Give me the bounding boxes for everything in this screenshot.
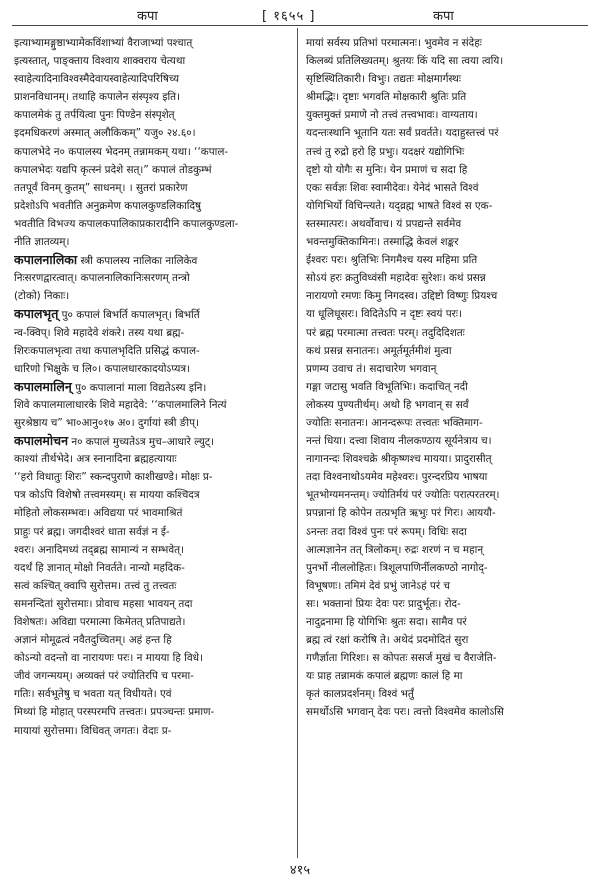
line-text: (टोको) निकाः।: [14, 290, 70, 303]
left-text-line: [14, 143, 294, 161]
line-text: न्व-क्विप्। शिवे महादेवे शंकरे। तस्य यथा ब्रह्म-: [14, 326, 185, 339]
left-text-line: [14, 504, 294, 522]
left-text-line: [14, 559, 294, 577]
left-text-line: [14, 179, 294, 197]
line-text: लोकस्य पुण्यतीर्थम्। अथो हि भगवान् स सर्वं: [306, 398, 469, 411]
right-text-line: [306, 233, 586, 251]
left-text-line: [14, 124, 294, 142]
right-text-line: [306, 396, 586, 414]
left-text-line: [14, 305, 294, 323]
left-text-line: [14, 396, 294, 414]
line-text: यदन्तःस्थानि भूतानि यतः सर्वं प्रवर्तते। यदाहुस्तत्त्वं परं: [306, 127, 499, 140]
line-text: कपालभेदः यद्यपि कृत्स्नं प्रदेशे सत्।” कपालं तोडकुम्भं: [14, 163, 212, 176]
line-text: कपालभेदे न० कपालस्य भेदनम् तन्नामकम् यथा। ‘‘कपाल-: [14, 145, 229, 158]
line-text: प्रदेशोऽपि भवतीति अनुक्रमेण कपालकुण्डलिकादिषु: [14, 199, 201, 212]
line-text: प्रपन्नानां हि कोपेन तत्प्रभृति ऋभुः परं गिरः। आययौ-: [306, 507, 496, 520]
line-text: या धूलिधूसरः। विदितेऽपि न दृष्टः स्वयं परः।: [306, 308, 462, 321]
line-text: न० कपालं मुच्यतेऽत्र मुच–आधारे ल्युट्।: [68, 436, 215, 449]
line-text: गणैर्ज्ञाता गिरिशः। स कोपतः ससर्ज मुखं च वैराजेति-: [306, 652, 497, 665]
line-text: निःसरणद्वारत्वात्। कपालनालिकानिःसरणम् तन्त्रो: [14, 272, 190, 285]
line-text: एकः सर्वज्ञः शिवः स्वामीदेवः। येनेदं भासते विश्वं: [306, 181, 479, 194]
left-text-line: [14, 577, 294, 595]
line-text: आत्मज्ञानेन तत् त्रिलोकम्। रुद्रः शरणं न च महान्: [306, 543, 484, 556]
line-text: मायां सर्वस्य प्रतिभां परमात्मनः। भुवमेव न संदेहः: [306, 37, 482, 49]
line-text: पुनर्भो नीललोहितः। त्रिशूलपाणिर्नीलकण्ठो नागोद्-: [306, 561, 488, 574]
line-text: नन्तं धिया। दत्त्वा शिवाय नीलकण्ठाय सूर्यनेत्राय च।: [306, 435, 492, 448]
line-text: धारिणो भिक्षुके च लि०। कपालधारकादयोऽप्यत्र।: [14, 362, 191, 375]
right-text-line: [306, 124, 586, 142]
left-text-line: [14, 667, 294, 685]
line-text: कोऽन्यो वदन्तो वा नारायणः परः। न मायया हि विधे।: [14, 652, 203, 665]
right-text-line: [306, 269, 586, 287]
right-text-line: [306, 360, 586, 378]
line-text: इदमधिकरणं अस्मात् अलौकिकम्” यजु० २४.६०।: [14, 127, 196, 140]
line-text: विशेषतः। अविद्या परमात्मा किमेतत् प्रतिपाद्यते।: [14, 616, 186, 628]
line-text: सृष्टिस्थितिकारी। विभुः। तद्यतः मोक्षमार्गस्थः: [306, 73, 462, 86]
column-divider: [297, 28, 298, 858]
left-text-line: [14, 378, 294, 396]
left-text-line: [14, 197, 294, 215]
left-text-line: [14, 486, 294, 504]
line-text: गङ्गा जटासु भवति विभूतिभिः। कदाचित् नदी: [306, 380, 468, 393]
page-header: [0, 4, 600, 26]
line-text: यः प्राह तन्नामकं कपालं ब्रह्मणः कालं हि मा: [306, 670, 463, 683]
line-text: श्वरः। अनादिमध्यं तद्ब्रह्म सामान्यं न सम्भवेत्।: [14, 543, 185, 556]
left-text-line: [14, 269, 294, 287]
line-text: समनन्दितां सुरोत्तमाः। प्रोवाच महसा भावयन् तदा: [14, 597, 193, 610]
headword: कपालमालिन्: [14, 378, 72, 394]
line-text: ईश्वरः परः। श्रुतिभिः निगमैश्च यस्य महिमा प्रति: [306, 254, 478, 267]
line-text: इत्याभ्यामङ्गुष्ठाभ्यामेकविंशाभ्यां वैराजाभ्यां पश्चात्: [14, 37, 193, 49]
right-text-line: [306, 342, 586, 360]
left-text-line: [14, 685, 294, 703]
left-text-line: [14, 34, 294, 52]
line-text: युक्तमुक्तं प्रमाणे नो तत्त्वं तत्त्वभावः। वाग्यताय।: [306, 109, 478, 122]
line-text: भवन्तमुक्तिकामिनः। तस्माद्धि केवलं शङ्कर: [306, 236, 459, 249]
left-text-line: [14, 541, 294, 559]
left-text-line: [14, 52, 294, 70]
left-text-line: [14, 649, 294, 667]
line-text: ऽनन्तः तदा विश्वं पुनः परं रूपम्। विधिः सदा: [306, 525, 467, 538]
line-text: यदर्थं हि ज्ञानात् मोक्षो निवर्तते। नान्यो महदिक-: [14, 561, 185, 574]
right-text-line: [306, 631, 586, 649]
line-text: नागानन्दः शिवश्चक्रे श्रीकृष्णश्च मायया। प्रादुरासीत्: [306, 453, 492, 466]
line-text: समर्थोऽसि भगवान् देवः परः। त्वत्तो विश्वमेव कालोऽसि: [306, 706, 504, 719]
line-text: नादुद्रनामा हि योगिभिः श्रुतः सदा। सामैव परं: [306, 616, 467, 628]
header-right-word: कपा: [433, 9, 454, 24]
line-text: प्रणम्य उवाच तं। सदाचारेण भगवान्: [306, 362, 437, 375]
left-text-line: [14, 703, 294, 721]
left-text-line: [14, 432, 294, 450]
line-text: कपालमेकं तु तर्पयित्वा पुनः पिण्डेन संस्पृशेत्: [14, 109, 175, 122]
left-text-line: [14, 342, 294, 360]
left-text-line: [14, 161, 294, 179]
left-text-line: [14, 468, 294, 486]
left-text-line: [14, 233, 294, 251]
left-text-line: [14, 251, 294, 269]
line-text: पु० कपालानां माला विद्यतेऽस्य इनि।: [71, 381, 207, 394]
right-text-line: [306, 685, 586, 703]
line-text: श्रीमद्भिः। दृष्टाः भगवति मोक्षकारी श्रुतिः प्रति: [306, 91, 467, 104]
right-text-line: [306, 541, 586, 559]
right-text-line: [306, 215, 586, 233]
line-text: कथं प्रसन्न सनातनः। अमूर्तमूर्तमीशं मुत्वा: [306, 344, 452, 357]
right-text-line: [306, 613, 586, 631]
line-text: शिरःकपालभृत्वा तथा कपालभृदिति प्रसिद्धं कपाल-: [14, 344, 200, 357]
right-text-line: [306, 34, 586, 52]
right-text-line: [306, 559, 586, 577]
line-text: स्वाहेत्यादिनाविश्वस्मैदेवायस्वाहेत्यादिपरिषिच्य: [14, 73, 180, 86]
right-text-line: [306, 161, 586, 179]
line-text: कृतं कालप्रदर्शनम्। विश्वं भर्तुं: [306, 688, 414, 701]
line-text: सः। भक्तानां प्रियः देवः परः प्रादुर्भूतः। रोद-: [306, 597, 461, 610]
right-text-line: [306, 52, 586, 70]
line-text: सोऽयं हरः क्रतुविध्वंसी महादेवः सुरेशः। कथं प्रसन्न: [306, 272, 486, 285]
line-text: नारायणो रमणः किमु निगदस्व। उद्दिष्टो विष्णुः प्रियश्च: [306, 290, 498, 303]
line-text: नीति ज्ञातव्यम्।: [14, 236, 70, 249]
page-footer: [0, 860, 600, 878]
line-text: प्राहुः परं ब्रह्म। जगदीश्वरं धाता सर्वज्ञं न ई-: [14, 525, 170, 538]
left-text-line: [14, 106, 294, 124]
right-text-line: [306, 504, 586, 522]
line-text: ज्योतिः सनातनः। आनन्दरूपः तत्त्वतः भक्तिमाग-: [306, 416, 483, 429]
line-text: योगिभिर्यो विचिन्त्यते। यद्व्रह्म भाषते विश्वं स एक-: [306, 199, 493, 212]
line-text: दृष्टो यो योगैः स मुनिः। येन प्रमाणं च सदा हि: [306, 163, 468, 176]
line-text: अज्ञानं मोमूढत्वं नवैतदुच्चितम्। अहं हन्त हि: [14, 634, 172, 647]
right-text-line: [306, 106, 586, 124]
right-text-line: [306, 450, 586, 468]
left-text-line: [14, 631, 294, 649]
right-text-line: [306, 523, 586, 541]
right-text-line: [306, 414, 586, 432]
right-text-line: [306, 378, 586, 396]
line-text: ब्रह्म त्वं रक्षां करोषि ते। अथेदं प्रदमोदितं सुरा: [306, 634, 469, 647]
line-text: मायायां सुरोत्तमा। विधिवत् जगतः। वेदाः प्र-: [14, 724, 172, 737]
right-text-line: [306, 432, 586, 450]
line-text: सत्वं कश्चित् क्वापि सुरोत्तम। तत्त्वं तु तत्त्वतः: [14, 579, 177, 592]
right-text-line: [306, 595, 586, 613]
header-page-bracket: [ १६५५ ]: [262, 9, 316, 24]
line-text: ‘‘हरो विधातुः शिरः” स्कन्दपुराणे काशीखण्डे। मोक्षः प्र-: [14, 471, 213, 484]
right-text-line: [306, 143, 586, 161]
line-text: ततपूर्वं विनम् कुतम्” साधनम्। । सुतरां प्रकारेण: [14, 181, 188, 194]
left-text-line: [14, 70, 294, 88]
header-left-word: कपा: [137, 9, 158, 24]
left-column: [14, 34, 294, 854]
right-text-line: [306, 667, 586, 685]
headword: कपालभृत्: [14, 306, 59, 322]
line-text: काश्यां तीर्थभेदे। अत्र स्नानादिना ब्रह्महत्यायाः: [14, 453, 177, 466]
line-text: भवतीति विभज्य कपालकपालिकाप्रकारादीनि कपालकुण्डला-: [14, 217, 239, 230]
left-text-line: [14, 595, 294, 613]
right-text-line: [306, 179, 586, 197]
line-text: तदा विश्वनाथोऽयमेव महेश्वरः। पुरन्दरप्रिय भाषया: [306, 471, 488, 484]
left-text-line: [14, 414, 294, 432]
line-text: प्राशनविधानम्। तथाहि कपालेन संस्पृश्य इति।: [14, 91, 181, 104]
line-text: जीवं जगन्मयम्। अव्यक्तं परं ज्योतिरपि च परमा-: [14, 670, 194, 683]
right-text-line: [306, 703, 586, 721]
line-text: पत्र कोऽपि विशेषो तत्त्वमस्यम्। स मायया कश्चिदत्र: [14, 489, 200, 502]
line-text: सुरश्रेष्ठाय च” भा०आनु०१७ अ०। दुर्गायां स्त्री ङीप्।: [14, 416, 199, 429]
left-text-line: [14, 324, 294, 342]
line-text: विभूषणः। तमिमं देवं प्रभुं जानेऽहं परं च: [306, 579, 450, 592]
left-text-line: [14, 613, 294, 631]
left-text-line: [14, 88, 294, 106]
left-text-line: [14, 722, 294, 740]
right-text-line: [306, 197, 586, 215]
right-text-line: [306, 70, 586, 88]
left-text-line: [14, 450, 294, 468]
line-text: गतिः। सर्वभूतेषु च भवता यत् विधीयते। एवं: [14, 688, 172, 701]
line-text: भूतभोग्यमनन्तम्। ज्योतिर्मयं परं ज्योतिः परात्परतरम्।: [306, 489, 500, 502]
line-text: परं ब्रह्म परमात्मा तत्त्वतः परम्। तदुदिदिशतः: [306, 326, 465, 339]
right-text-line: [306, 287, 586, 305]
right-text-line: [306, 486, 586, 504]
right-text-line: [306, 468, 586, 486]
left-text-line: [14, 523, 294, 541]
line-text: शिवे कपालमालाधारके शिवे महादेवे: ‘‘कपालमालिने नित्यं: [14, 398, 227, 411]
line-text: स्त्री कपालस्य नालिका नालिकेव: [77, 255, 198, 268]
right-column: [306, 34, 586, 854]
line-text: मोहितो लोकसम्भवः। अविद्यया परं भावमाश्रितं: [14, 507, 183, 520]
left-text-line: [14, 360, 294, 378]
header-rule: [12, 25, 588, 26]
right-text-line: [306, 251, 586, 269]
line-text: पु० कपालं बिभर्ति कपालभृत्। बिभर्ति: [58, 309, 200, 322]
right-text-line: [306, 88, 586, 106]
left-text-line: [14, 287, 294, 305]
headword: कपालनालिका: [14, 252, 78, 268]
line-text: किलब्यं प्रतिलिख्यतम्। श्रुतयः किं यदि सा त्वया त्वयि।: [306, 55, 504, 68]
right-text-line: [306, 577, 586, 595]
right-text-line: [306, 649, 586, 667]
left-text-line: [14, 215, 294, 233]
page-number: ४१५: [289, 863, 311, 878]
right-text-line: [306, 324, 586, 342]
line-text: स्तस्मात्परः। अथर्वोवाच। यं प्रपद्यन्ते सर्वमेव: [306, 217, 462, 230]
headword: कपालमोचन: [14, 433, 69, 449]
line-text: तत्त्वं तु रुद्रो हरो हि प्रभुः। यदक्षरं यद्योगिभिः: [306, 145, 465, 158]
line-text: इत्यस्तात्, पाङ्क्ताय विश्वाय शाक्वराय चेत्यथा: [14, 55, 186, 68]
right-text-line: [306, 305, 586, 323]
line-text: मिथ्यां हि मोहात् परस्परमपि तत्त्वतः। प्रपञ्चन्तः प्रमाण-: [14, 706, 215, 719]
